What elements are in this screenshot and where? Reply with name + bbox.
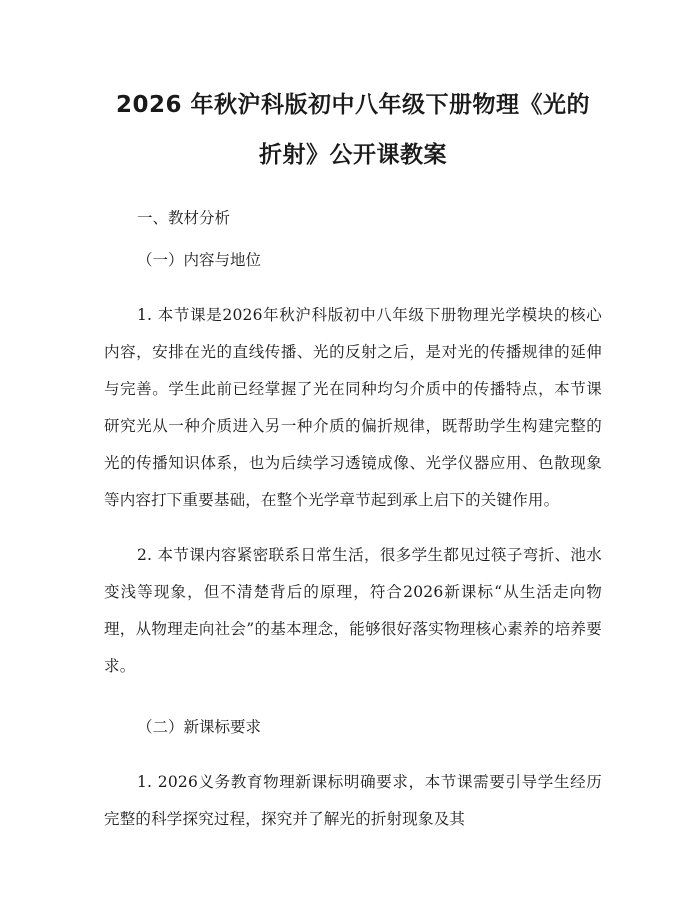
title-line-1: 2026 年秋沪科版初中八年级下册物理《光的 xyxy=(115,92,591,118)
paragraph-2: 2. 本节课内容紧密联系日常生活，很多学生都见过筷子弯折、池水变浅等现象，但不清楚背后的原理，符合2026新课标“从生活走向物理，从物理走向社会”的基本理念，能够很好落实物理核心素养的培养要求。 xyxy=(104,546,602,675)
paragraph-1: 1. 本节课是2026年秋沪科版初中八年级下册物理光学模块的核心内容，安排在光的直线传播、光的反射之后，是对光的传播规律的延伸与完善。学生此前已经掌握了光在同种均匀介质中的传播特点，本节课研究光从一种介质进入另一种介质的偏折规律，既帮助学生构建完整的光的传播知识体系，也为后续学习透镜成像、光学仪器应用、色散现象等内容打下重要基础，在整个光学章节起到承上启下的关键作用。 xyxy=(104,306,602,509)
document-title xyxy=(104,0,602,180)
title-line-2: 折射》公开课教案 xyxy=(259,142,447,168)
subsection-heading-curriculum-requirements: （二）新课标要求 xyxy=(137,718,262,736)
paragraph-3: 1. 2026义务教育物理新课标明确要求，本节课需要引导学生经历完整的科学探究过程，探究并了解光的折射现象及其 xyxy=(104,773,602,828)
section-heading-textbook-analysis: 一、教材分析 xyxy=(137,209,231,227)
subsection-heading-content-position: （一）内容与地位 xyxy=(137,251,262,269)
